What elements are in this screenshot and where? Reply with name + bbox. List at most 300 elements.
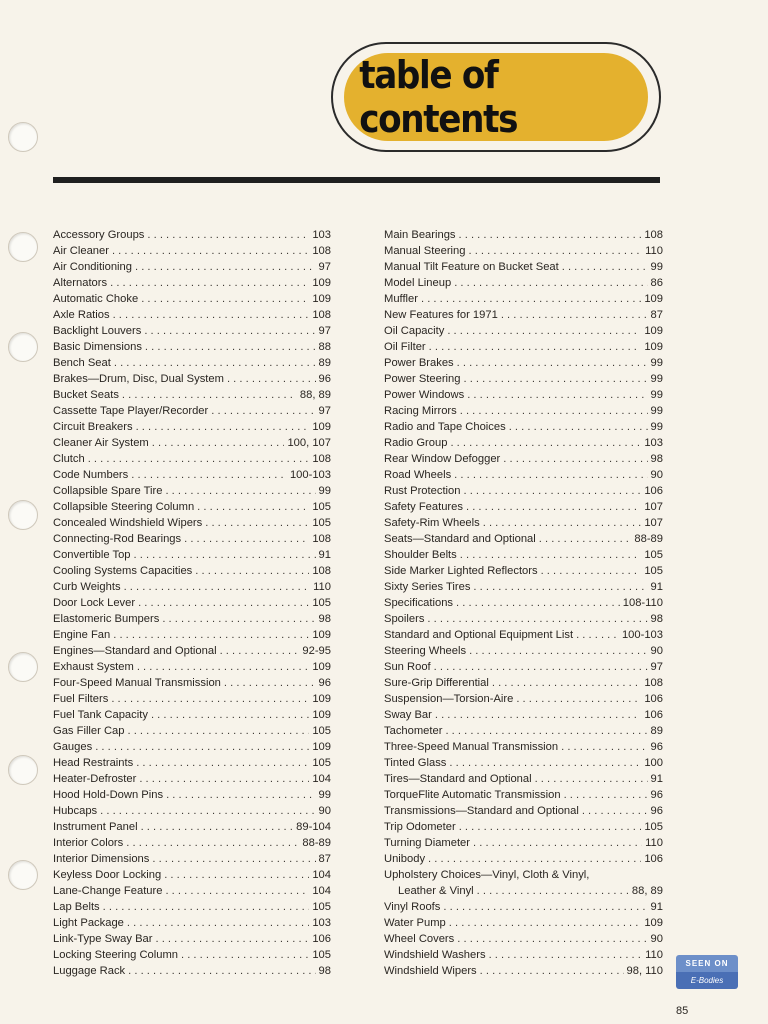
index-entry-page: 105 [312, 597, 331, 609]
index-entry-page: 110 [645, 949, 663, 961]
index-entry [384, 707, 663, 723]
dot-leader [103, 899, 310, 915]
index-entry-page: 109 [312, 421, 331, 433]
index-entry-page: 88 [318, 341, 331, 353]
index-entry-label: TorqueFlite Automatic Transmission [384, 789, 561, 801]
index-entry-label: Collapsible Steering Column [53, 501, 195, 513]
page-number: 85 [676, 1005, 689, 1017]
index-entry-label: Manual Tilt Feature on Bucket Seat [384, 261, 559, 273]
index-entry [53, 931, 331, 947]
index-entry-label: Power Brakes [384, 357, 454, 369]
index-entry-page: 97 [650, 661, 663, 673]
punch-hole [8, 755, 38, 785]
index-entry-label: Air Conditioning [53, 261, 132, 273]
index-entry-page: 109 [312, 293, 331, 305]
index-entry [384, 547, 663, 563]
dot-leader [503, 451, 647, 467]
index-entry-label: Axle Ratios [53, 309, 110, 321]
index-entry [384, 915, 663, 931]
index-entry [384, 339, 663, 355]
dot-leader [427, 611, 647, 627]
dot-leader [128, 963, 315, 979]
index-entry-label: Hood Hold-Down Pins [53, 789, 164, 801]
index-entry-page: 96 [318, 373, 331, 385]
index-entry-label: Light Package [53, 917, 124, 929]
index-entry [384, 659, 663, 675]
index-entry-label: Clutch [53, 453, 85, 465]
index-entry-page: 90 [650, 469, 663, 481]
dot-leader [126, 835, 299, 851]
index-entry-page: 109 [312, 661, 331, 673]
index-entry-label: Exhaust System [53, 661, 134, 673]
index-entry-page: 96 [650, 789, 663, 801]
index-entry [384, 291, 663, 307]
index-entry-page: 106 [312, 933, 331, 945]
index-entry-page: 108 [312, 565, 331, 577]
index-entry-page: 110 [313, 581, 331, 593]
index-entry-page: 109 [312, 709, 331, 721]
index-entry [384, 451, 663, 467]
index-entry-page: 99 [650, 389, 663, 401]
dot-leader [539, 531, 632, 547]
index-entry [384, 755, 663, 771]
index-entry [384, 227, 663, 243]
index-entry [384, 963, 663, 979]
index-entry-page: 105 [644, 821, 663, 833]
index-entry-label: Bucket Seats [53, 389, 119, 401]
index-entry-label: Muffler [384, 293, 418, 305]
dot-leader [429, 339, 642, 355]
index-entry-label: Rust Protection [384, 485, 461, 497]
dot-leader [195, 563, 309, 579]
index-entry-page: 109 [312, 741, 331, 753]
dot-leader [564, 787, 648, 803]
index-entry-page: 109 [312, 277, 331, 289]
dot-leader [489, 947, 643, 963]
index-entry-page: 97 [318, 405, 331, 417]
dot-leader [151, 707, 309, 723]
index-entry [53, 243, 331, 259]
index-entry-label: Four-Speed Manual Transmission [53, 677, 221, 689]
index-entry [384, 787, 663, 803]
index-entry [53, 227, 331, 243]
index-entry [53, 835, 331, 851]
index-entry [384, 419, 663, 435]
dot-leader [541, 563, 642, 579]
index-entry-label: Cleaner Air System [53, 437, 149, 449]
dot-leader [467, 387, 647, 403]
dot-leader [449, 755, 641, 771]
dot-leader [181, 947, 309, 963]
index-entry-page: 99 [650, 357, 663, 369]
dot-leader [421, 291, 641, 307]
watermark-line2: E-Bodies [676, 972, 738, 989]
index-entry-label: New Features for 1971 [384, 309, 498, 321]
index-entry-page: 108 [312, 245, 331, 257]
index-entry-label: Curb Weights [53, 581, 121, 593]
dot-leader [111, 691, 309, 707]
index-entry-label: Safety-Rim Wheels [384, 517, 480, 529]
index-entry [53, 851, 331, 867]
index-entry [384, 403, 663, 419]
index-entry-page: 99 [318, 485, 331, 497]
index-entry-page: 92-95 [302, 645, 331, 657]
dot-leader [466, 499, 641, 515]
punch-hole [8, 860, 38, 890]
index-entry-label: Air Cleaner [53, 245, 109, 257]
index-entry-label: Fuel Tank Capacity [53, 709, 148, 721]
index-entry-label: Water Pump [384, 917, 446, 929]
index-entry-label: Three-Speed Manual Transmission [384, 741, 559, 753]
index-entry-label: Alternators [53, 277, 108, 289]
index-entry-label: Lane-Change Feature [53, 885, 163, 897]
index-entry-label: Specifications [384, 597, 454, 609]
index-entry-label: Basic Dimensions [53, 341, 142, 353]
dot-leader [124, 579, 311, 595]
index-entry-label: Tinted Glass [384, 757, 447, 769]
index-entry-page: 105 [644, 549, 663, 561]
index-entry-page: 107 [644, 501, 663, 513]
index-entry [384, 595, 663, 611]
index-entry-page: 104 [312, 773, 331, 785]
index-entry-page: 109 [644, 917, 663, 929]
index-entry [384, 499, 663, 515]
index-entry-label: Side Marker Lighted Reflectors [384, 565, 538, 577]
index-entry-page: 105 [312, 517, 331, 529]
punch-hole [8, 232, 38, 262]
watermark-badge [676, 955, 738, 993]
index-entry-page: 108 [644, 677, 663, 689]
index-entry-page: 97 [318, 325, 331, 337]
index-entry-label: Lap Belts [53, 901, 100, 913]
index-entry-label: Shoulder Belts [384, 549, 457, 561]
dot-leader [110, 275, 309, 291]
index-entry-page: 108 [312, 533, 331, 545]
dot-leader [460, 547, 642, 563]
dot-leader [227, 371, 316, 387]
index-entry-label: Backlight Louvers [53, 325, 142, 337]
index-entry-page: 96 [650, 741, 663, 753]
dot-leader [162, 611, 315, 627]
index-entry-label: Suspension—Torsion-Aire [384, 693, 514, 705]
index-entry [53, 659, 331, 675]
index-entry [384, 259, 663, 275]
dot-leader [114, 355, 316, 371]
dot-leader [122, 387, 297, 403]
index-entry-page: 96 [650, 805, 663, 817]
index-entry-label: Automatic Choke [53, 293, 139, 305]
index-entry [53, 451, 331, 467]
index-entry-page: 107 [644, 517, 663, 529]
index-entry-label: Brakes—Drum, Disc, Dual System [53, 373, 224, 385]
index-entry [53, 355, 331, 371]
index-entry-label: Collapsible Spare Tire [53, 485, 163, 497]
index-entry-page: 103 [644, 437, 663, 449]
index-entry [384, 387, 663, 403]
index-entry-page: 99 [650, 421, 663, 433]
index-entry [53, 803, 331, 819]
index-entry-label: Spoilers [384, 613, 425, 625]
index-entry [384, 883, 663, 899]
index-entry-page: 104 [312, 885, 331, 897]
index-entry [384, 371, 663, 387]
punch-hole [8, 332, 38, 362]
index-entry-page: 98 [318, 965, 331, 977]
index-entry [384, 435, 663, 451]
dot-leader [147, 227, 309, 243]
index-entry-page: 98, 110 [626, 965, 663, 977]
index-entry-page: 91 [318, 549, 331, 561]
index-entry-page: 106 [644, 709, 663, 721]
index-entry [53, 387, 331, 403]
dot-leader [152, 851, 315, 867]
dot-leader [100, 803, 315, 819]
index-entry-label: Link-Type Sway Bar [53, 933, 153, 945]
index-entry-page: 99 [650, 373, 663, 385]
index-entry [384, 483, 663, 499]
index-entry [53, 643, 331, 659]
title-badge [331, 42, 661, 152]
index-entry-label: Instrument Panel [53, 821, 138, 833]
page-title: table of contents [359, 53, 518, 141]
index-entry-page: 108 [644, 229, 663, 241]
dot-leader [145, 339, 316, 355]
dot-leader [137, 659, 309, 675]
index-entry-label: Steering Wheels [384, 645, 467, 657]
dot-leader [449, 915, 642, 931]
index-entry-page: 89 [318, 357, 331, 369]
index-entry [53, 291, 331, 307]
index-entry [53, 899, 331, 915]
dot-leader [463, 483, 641, 499]
index-entry-page: 110 [645, 245, 663, 257]
index-entry-label: Interior Dimensions [53, 853, 150, 865]
index-entry-page: 90 [650, 645, 663, 657]
index-entry-label: Racing Mirrors [384, 405, 457, 417]
index-entry-label: Standard and Optional Equipment List [384, 629, 574, 641]
dot-leader [516, 691, 641, 707]
index-entry-label: Sway Bar [384, 709, 432, 721]
dot-leader [95, 739, 309, 755]
index-entry-page: 88-89 [302, 837, 331, 849]
index-entry-page: 88, 89 [631, 885, 663, 897]
dot-leader [473, 835, 642, 851]
index-entry-label: Upholstery Choices—Vinyl, Cloth & Vinyl, [384, 869, 590, 881]
index-entry-label: Concealed Windshield Wipers [53, 517, 203, 529]
index-entry-page: 100-103 [289, 469, 331, 481]
dot-leader [197, 499, 309, 515]
index-entry-label: Convertible Top [53, 549, 131, 561]
punch-hole [8, 122, 38, 152]
index-entry-label: Radio and Tape Choices [384, 421, 506, 433]
index-entry [53, 675, 331, 691]
index-entry-label: Seats—Standard and Optional [384, 533, 536, 545]
dot-leader [501, 307, 648, 323]
dot-leader [509, 419, 648, 435]
index-entry-label: Turning Diameter [384, 837, 471, 849]
index-entry [384, 835, 663, 851]
dot-leader [136, 419, 310, 435]
index-entry-page: 109 [312, 693, 331, 705]
dot-leader [457, 355, 648, 371]
index-entry-page: 99 [650, 405, 663, 417]
index-entry [53, 483, 331, 499]
dot-leader [144, 323, 315, 339]
index-entry [384, 611, 663, 627]
dot-leader [468, 243, 642, 259]
index-entry-page: 87 [650, 309, 663, 321]
index-entry-label: Rear Window Defogger [384, 453, 501, 465]
dot-leader [480, 963, 624, 979]
index-entry [384, 771, 663, 787]
dot-leader [152, 435, 285, 451]
dot-leader [128, 723, 310, 739]
dot-leader [456, 595, 620, 611]
index-entry-label: Radio Group [384, 437, 448, 449]
dot-leader [447, 323, 641, 339]
index-entry-page: 100, 107 [287, 437, 331, 449]
index-entry [384, 947, 663, 963]
index-entry-page: 105 [644, 565, 663, 577]
index-entry-page: 109 [644, 325, 663, 337]
index-entry [384, 531, 663, 547]
index-entry-page: 105 [312, 949, 331, 961]
index-entry [53, 531, 331, 547]
index-entry-label: Engines—Standard and Optional [53, 645, 217, 657]
index-entry [53, 275, 331, 291]
index-entry-label: Locking Steering Column [53, 949, 178, 961]
dot-leader [88, 451, 310, 467]
index-entry [384, 819, 663, 835]
index-entry-label: Head Restraints [53, 757, 134, 769]
dot-leader [464, 371, 648, 387]
index-entry-page: 103 [312, 917, 331, 929]
index-entry [53, 691, 331, 707]
index-entry-label: Manual Steering [384, 245, 466, 257]
dot-leader [136, 755, 309, 771]
dot-leader [428, 851, 641, 867]
index-entry-label: Interior Colors [53, 837, 124, 849]
index-entry [53, 499, 331, 515]
dot-leader [112, 243, 309, 259]
index-entry [384, 563, 663, 579]
dot-leader [460, 403, 648, 419]
index-entry-label: Accessory Groups [53, 229, 145, 241]
index-entry [53, 339, 331, 355]
index-entry [53, 323, 331, 339]
dot-leader [135, 259, 316, 275]
index-entry [53, 707, 331, 723]
index-entry-page: 99 [318, 789, 331, 801]
index-entry-page: 105 [312, 725, 331, 737]
index-entry-page: 89 [650, 725, 663, 737]
dot-leader [443, 899, 647, 915]
index-entry-page: 108 [312, 453, 331, 465]
index-entry-label: Unibody [384, 853, 426, 865]
dot-leader [454, 467, 647, 483]
index-entry-label: Wheel Covers [384, 933, 455, 945]
index-entry-page: 98 [650, 453, 663, 465]
index-entry-page: 91 [650, 901, 663, 913]
index-entry [384, 467, 663, 483]
dot-leader [139, 771, 309, 787]
dot-leader [127, 915, 309, 931]
title-badge-fill [344, 53, 648, 141]
index-entry [53, 595, 331, 611]
index-entry-label: Transmissions—Standard and Optional [384, 805, 579, 817]
index-entry [384, 515, 663, 531]
index-entry [384, 899, 663, 915]
index-entry-label: Windshield Wipers [384, 965, 477, 977]
index-entry-page: 109 [312, 629, 331, 641]
index-entry [53, 867, 331, 883]
index-entry [384, 243, 663, 259]
index-entry-page: 87 [318, 853, 331, 865]
dot-leader [166, 787, 315, 803]
index-entry-page: 110 [645, 837, 663, 849]
index-entry-label: Bench Seat [53, 357, 111, 369]
index-entry [53, 403, 331, 419]
index-entry [53, 563, 331, 579]
dot-leader [165, 883, 309, 899]
index-entry [53, 883, 331, 899]
index-entry-page: 98 [318, 613, 331, 625]
punch-hole [8, 652, 38, 682]
index-entry-page: 91 [650, 773, 663, 785]
index-entry-label: Keyless Door Locking [53, 869, 162, 881]
dot-leader [477, 883, 629, 899]
dot-leader [454, 275, 647, 291]
index-entry-label: Road Wheels [384, 469, 452, 481]
dot-leader [113, 307, 310, 323]
index-entry-page: 106 [644, 485, 663, 497]
index-entry-label: Model Lineup [384, 277, 452, 289]
dot-leader [220, 643, 300, 659]
index-entry-page: 109 [644, 341, 663, 353]
dot-leader [450, 435, 641, 451]
index-entry-label: Heater-Defroster [53, 773, 137, 785]
index-entry-page: 88-89 [634, 533, 663, 545]
index-entry-label: Tires—Standard and Optional [384, 773, 532, 785]
index-entry-page: 90 [318, 805, 331, 817]
index-entry [53, 515, 331, 531]
index-entry [53, 419, 331, 435]
index-entry [53, 755, 331, 771]
dot-leader [165, 483, 315, 499]
dot-leader [457, 931, 647, 947]
dot-leader [138, 595, 309, 611]
index-entry-label: Gas Filler Cap [53, 725, 125, 737]
dot-leader [492, 675, 641, 691]
dot-leader [224, 675, 316, 691]
dot-leader [131, 467, 287, 483]
index-entry-label: Door Lock Lever [53, 597, 136, 609]
index-column-left [53, 227, 331, 979]
dot-leader [205, 515, 309, 531]
index-entry-label: Windshield Washers [384, 949, 486, 961]
punch-hole [8, 500, 38, 530]
index-entry-page: 89-104 [296, 821, 331, 833]
index-entry [384, 323, 663, 339]
index-entry-label: Cassette Tape Player/Recorder [53, 405, 209, 417]
index-entry-page: 105 [312, 757, 331, 769]
index-entry-page: 105 [312, 901, 331, 913]
index-entry-label: Luggage Rack [53, 965, 126, 977]
index-entry-label: Connecting-Rod Bearings [53, 533, 182, 545]
dot-leader [582, 803, 648, 819]
index-entry [53, 627, 331, 643]
dot-leader [113, 627, 309, 643]
